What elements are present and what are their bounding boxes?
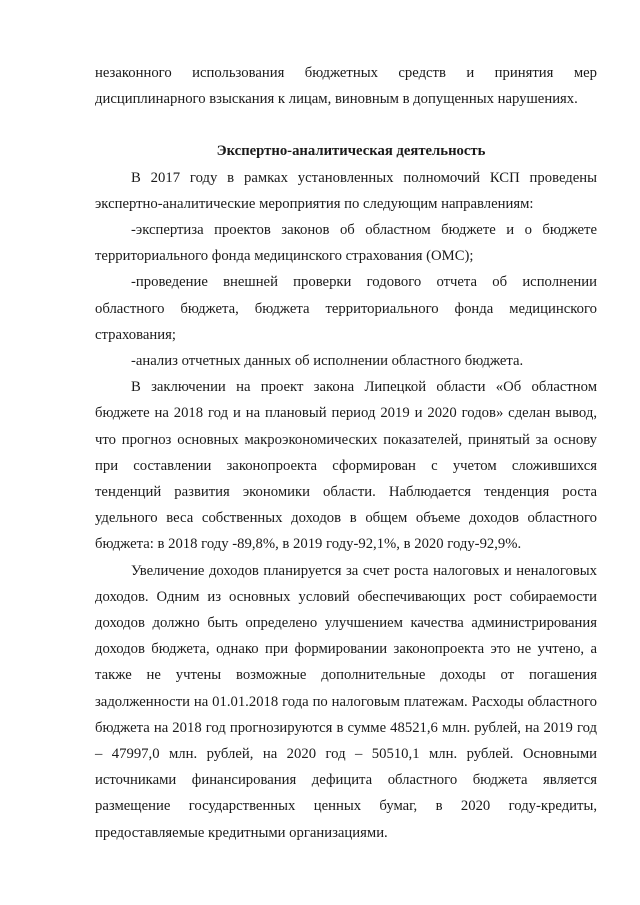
list-item-annual-report-audit: -проведение внешней проверки годового отчета об исполнении областного бюджета, бюджета территориального фонда медицинского страхования; [95,274,597,343]
paragraph-revenue-growth: Увеличение доходов планируется за счет роста налоговых и неналоговых доходов. Одним из основных условий обеспечивающих рост собираемости доходов должно быть определено улучшением качества администрирования доходов бюджета, однако при формировании законопроекта это не учтено, а также не учтены возможные дополнительные доходы от погашения задолженности на 01.01.2018 года по налоговым платежам. Расходы областного бюджета на 2018 год прогнозируются в сумме 48521,6 млн. рублей, на 2019 год – 47997,0 млн. рублей, на 2020 год – 50510,1 млн. рублей. Основными источниками финансирования дефицита областного бюджета является размещение государственных ценных бумаг, в 2020 году-кредиты, предоставляемые кредитными организациями. [95,562,597,841]
list-item-budget-laws-expertise: -экспертиза проектов законов об областном бюджете и о бюджете территориального фонда медицинского страхования (ОМС); [95,222,597,265]
list-item-reporting-analysis: -анализ отчетных данных об исполнении областного бюджета. [131,353,524,370]
paragraph-intro-activities: В 2017 году в рамках установленных полномочий КСП проведены экспертно-аналитические мероприятия по следующим направлениям: [95,169,597,212]
section-spacer [95,112,597,138]
intro-paragraph: незаконного использования бюджетных средств и принятия мер дисциплинарного взыскания к лицам, виновным в допущенных нарушениях. [95,65,597,108]
document-body [95,60,597,846]
section-heading: Экспертно-аналитическая деятельность [216,143,486,160]
paragraph-budget-law-conclusion: В заключении на проект закона Липецкой области «Об областном бюджете на 2018 год и на плановый период 2019 и 2020 годов» сделан вывод, что прогноз основных макроэкономических показателей, принятый за основу при составлении законопроекта сформирован с учетом сложившихся тенденций развития экономики области. Наблюдается тенденция роста удельного веса собственных доходов в общем объеме доходов областного бюджета: в 2018 году -89,8%, в 2019 году-92,1%, в 2020 году-92,9%. [95,379,597,553]
